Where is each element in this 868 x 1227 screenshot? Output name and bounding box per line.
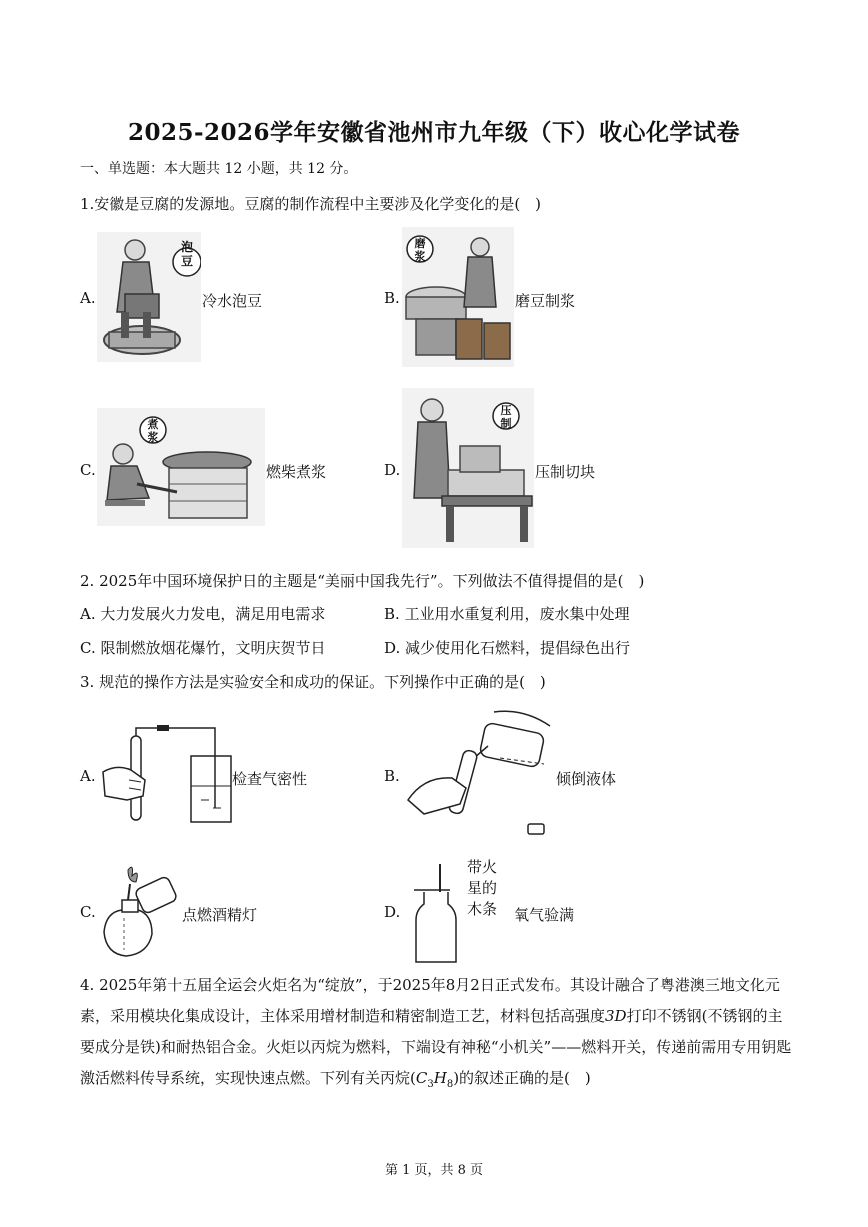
q3-option-b-caption: 倾倒液体: [556, 770, 617, 788]
q1-option-a-image: [97, 232, 201, 362]
q4-math-3d: 3D: [605, 1007, 627, 1025]
q3-option-c-caption: 点燃酒精灯: [182, 906, 258, 924]
q3-option-b-letter: B.: [384, 767, 400, 785]
q3-option-b-image: [404, 706, 554, 836]
q1-d-badge-char-2: 制: [500, 417, 512, 430]
q1-option-d-caption: 压制切块: [535, 463, 596, 481]
section-heading: 一、单选题：本大题共 12 小题，共 12 分。: [80, 161, 358, 177]
question-3-stem: 3. 规范的操作方法是实验安全和成功的保证。下列操作中正确的是( ): [80, 673, 546, 691]
q1-c-badge-char-1: 煮: [147, 418, 159, 431]
q1-option-c-caption: 燃柴煮浆: [266, 463, 327, 481]
q1-d-badge-char-1: 压: [500, 404, 512, 417]
q4-formula-c: C: [415, 1069, 428, 1087]
q1-b-badge-char-2: 浆: [414, 250, 426, 263]
q1-option-c-letter: C.: [80, 461, 96, 479]
q2-option-c: C. 限制燃放烟花爆竹，文明庆贺节日: [80, 639, 326, 657]
q3-option-a-image: [97, 724, 237, 828]
q4-part-2: 打印不锈钢(不锈钢的主要成分是铁)和耐热铝合金。火炬以丙烷为燃料，下端设有神秘“小机关”——燃料开关，传递前需用专用钥匙激活燃料传导系统，实现快速点燃。下列有关丙烷(: [80, 1007, 792, 1087]
question-1-stem: 1.安徽是豆腐的发源地。豆腐的制作流程中主要涉及化学变化的是( ): [80, 195, 542, 213]
q1-b-badge-char-1: 磨: [414, 237, 426, 250]
q4-formula-c-sub: 3: [427, 1079, 434, 1090]
q1-c-badge-char-2: 浆: [147, 431, 159, 444]
q2-option-a: A. 大力发展火力发电，满足用电需求: [80, 605, 326, 623]
q3-option-d-caption: 氧气验满: [514, 906, 575, 924]
q4-part-3: )的叙述正确的是( ): [453, 1069, 591, 1087]
q3-d-label-line-2: 星的: [467, 879, 498, 897]
q1-a-badge-char-1: 泡: [180, 240, 193, 254]
q3-option-a-caption: 检查气密性: [232, 770, 308, 788]
q1-option-d-image: [402, 388, 534, 548]
q1-option-b-caption: 磨豆制浆: [515, 292, 576, 310]
q3-option-c-letter: C.: [80, 903, 96, 921]
q1-option-a-letter: A.: [80, 289, 96, 307]
page-footer: 第 1 页，共 8 页: [384, 1163, 484, 1178]
question-4-stem: [80, 970, 792, 1100]
q1-option-a-caption: 冷水泡豆: [202, 292, 263, 310]
q3-option-d-image: [404, 862, 468, 966]
q3-option-a-letter: A.: [80, 767, 96, 785]
q3-option-d-letter: D.: [384, 903, 401, 921]
q2-option-d: D. 减少使用化石燃料，提倡绿色出行: [384, 639, 631, 657]
q3-d-label: [467, 857, 497, 920]
q4-formula-h: H: [433, 1069, 447, 1087]
q3-d-label-line-1: 带火: [467, 858, 498, 876]
q1-a-badge-char-2: 豆: [180, 254, 193, 268]
page-title: 2025-2026学年安徽省池州市九年级（下）收心化学试卷: [127, 119, 741, 146]
q4-formula-h-sub: 8: [446, 1079, 454, 1090]
q2-option-b: B. 工业用水重复利用，废水集中处理: [384, 605, 630, 623]
q3-option-c-image: [98, 862, 182, 960]
q3-d-label-line-3: 木条: [467, 900, 498, 918]
q1-option-c-image: [97, 408, 265, 526]
q1-option-b-image: [402, 227, 514, 367]
q4-part-1: 4. 2025年第十五届全运会火炬名为“绽放”，于2025年8月2日正式发布。其设计融合了粤港澳三地文化元素，采用模块化集成设计，主体采用增材制造和精密制造工艺，材料包括高强度: [80, 976, 780, 1025]
q1-option-d-letter: D.: [384, 461, 401, 479]
question-2-stem: 2. 2025年中国环境保护日的主题是“美丽中国我先行”。下列做法不值得提倡的是( ): [80, 572, 645, 590]
q1-option-b-letter: B.: [384, 289, 400, 307]
